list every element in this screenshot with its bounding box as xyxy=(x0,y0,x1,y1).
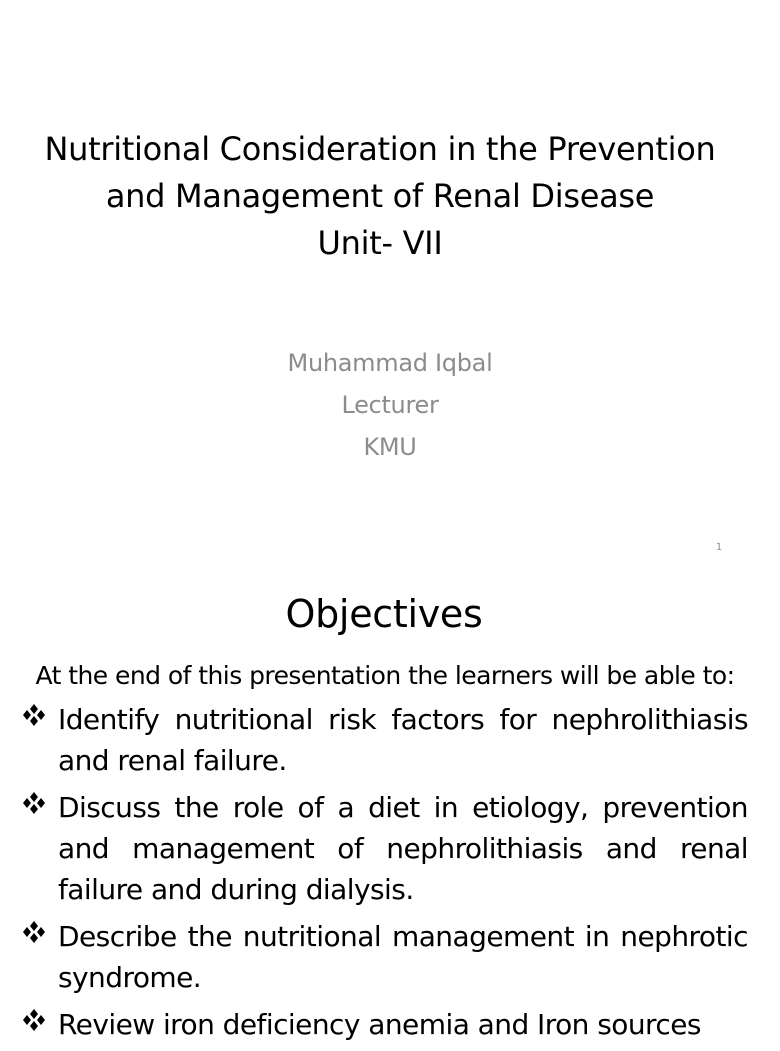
objective-item xyxy=(20,699,748,781)
author-institution: KMU xyxy=(363,433,417,461)
objective-text: Describe the nutritional management in nephrotic syndrome. xyxy=(58,920,748,994)
objective-text: Discuss the role of a diet in etiology, prevention and management of nephrolithiasis and renal failure and during dialysis. xyxy=(58,791,748,906)
page-number: 1 xyxy=(715,542,723,553)
author-name: Muhammad Iqbal xyxy=(287,349,493,377)
objectives-intro: At the end of this presentation the learners will be able to: xyxy=(35,661,735,690)
objectives-slide xyxy=(0,565,768,1041)
slide-subtitle xyxy=(0,342,780,468)
objectives-list xyxy=(20,699,748,1051)
objective-text: Review iron deficiency anemia and Iron sources xyxy=(58,1008,701,1041)
slide-title xyxy=(20,126,740,267)
title-line-2: and Management of Renal Disease xyxy=(105,177,655,215)
four-diamond-bullet-icon xyxy=(20,916,50,957)
objective-text: Identify nutritional risk factors for nephrolithiasis and renal failure. xyxy=(58,703,748,777)
four-diamond-bullet-icon xyxy=(20,1004,50,1045)
four-diamond-bullet-icon xyxy=(20,787,50,828)
four-diamond-bullet-icon xyxy=(20,699,50,740)
objective-item xyxy=(20,787,748,910)
author-role: Lecturer xyxy=(341,391,439,419)
objective-item xyxy=(20,1004,748,1045)
objective-item xyxy=(20,916,748,998)
objectives-heading: Objectives xyxy=(285,592,483,636)
title-line-3: Unit- VII xyxy=(317,224,443,262)
title-line-1: Nutritional Consideration in the Prevention xyxy=(44,130,716,168)
